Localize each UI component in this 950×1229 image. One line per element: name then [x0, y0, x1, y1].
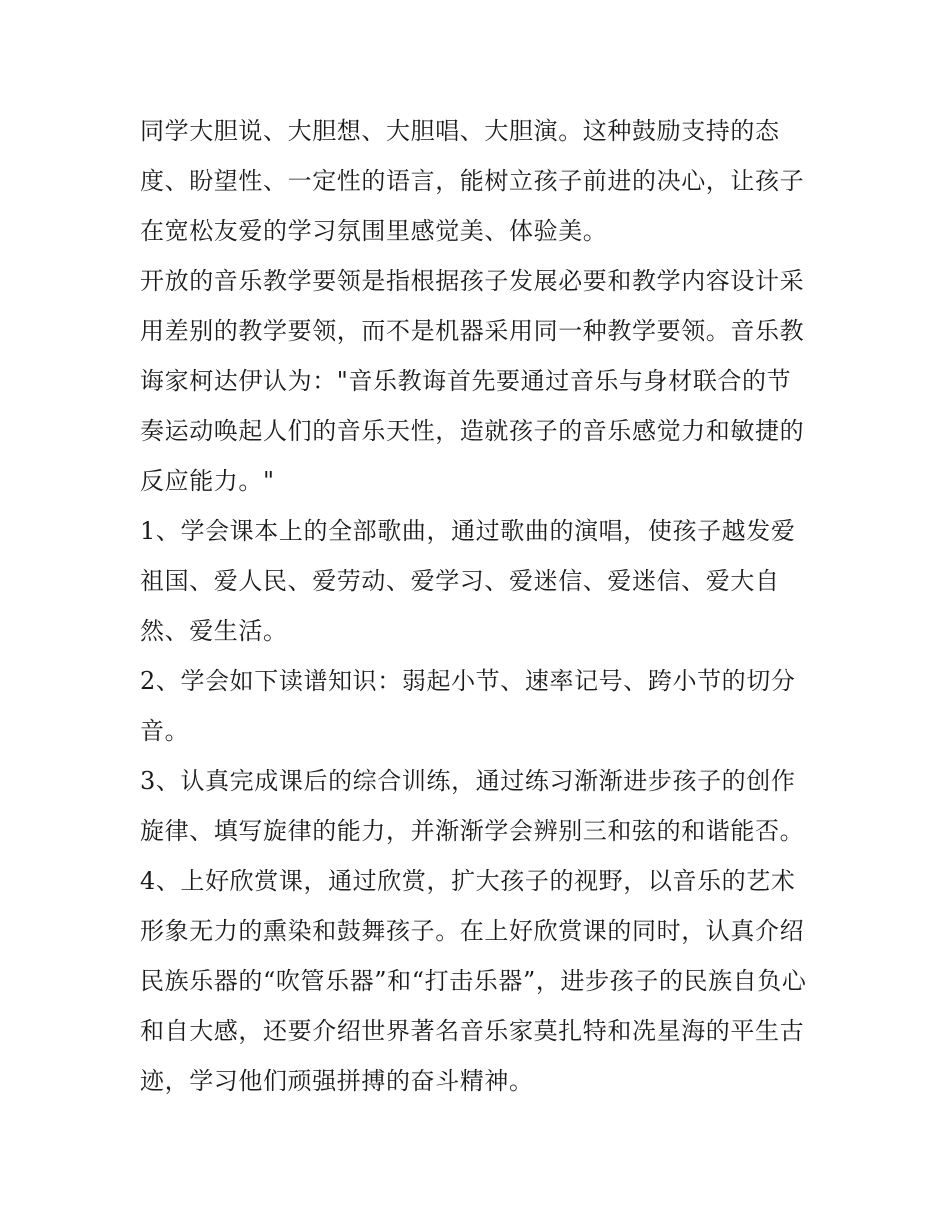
document-body [140, 106, 815, 1106]
text-line: 音。 [140, 717, 190, 745]
text-line: 迹，学习他们顽强拼搏的奋斗精神。 [140, 1067, 534, 1095]
text-line: 然、爱生活。 [140, 617, 288, 645]
text-line: 在宽松友爱的学习氛围里感觉美、体验美。 [140, 217, 608, 245]
text-line: 民族乐器的“吹管乐器”和“打击乐器”，进步孩子的民族自负心 [140, 967, 807, 995]
text-line: 4、上好欣赏课，通过欣赏，扩大孩子的视野，以音乐的艺术 [140, 867, 796, 895]
text-line: 2、学会如下读谱知识：弱起小节、速率记号、跨小节的切分 [140, 667, 796, 695]
text-line: 开放的音乐教学要领是指根据孩子发展必要和教学内容设计采 [140, 267, 805, 295]
text-line: 反应能力。" [140, 467, 275, 495]
text-line: 奏运动唤起人们的音乐天性，造就孩子的音乐感觉力和敏捷的 [140, 417, 805, 445]
text-line: 度、盼望性、一定性的语言，能树立孩子前进的决心，让孩子 [140, 167, 805, 195]
text-line: 3、认真完成课后的综合训练，通过练习渐渐进步孩子的创作 [140, 767, 796, 795]
text-line: 旋律、填写旋律的能力，并渐渐学会辨别三和弦的和谐能否。 [140, 817, 805, 845]
text-line: 诲家柯达伊认为："音乐教诲首先要通过音乐与身材联合的节 [140, 367, 792, 395]
text-line: 同学大胆说、大胆想、大胆唱、大胆演。这种鼓励支持的态 [140, 117, 780, 145]
text-line: 形象无力的熏染和鼓舞孩子。在上好欣赏课的同时，认真介绍 [140, 917, 805, 945]
text-line: 1、学会课本上的全部歌曲，通过歌曲的演唱，使孩子越发爱 [140, 517, 796, 545]
text-line: 祖国、爱人民、爱劳动、爱学习、爱迷信、爱迷信、爱大自 [140, 567, 780, 595]
text-line: 和自大感，还要介绍世界著名音乐家莫扎特和冼星海的平生古 [140, 1017, 805, 1045]
text-line: 用差别的教学要领，而不是机器采用同一种教学要领。音乐教 [140, 317, 805, 345]
